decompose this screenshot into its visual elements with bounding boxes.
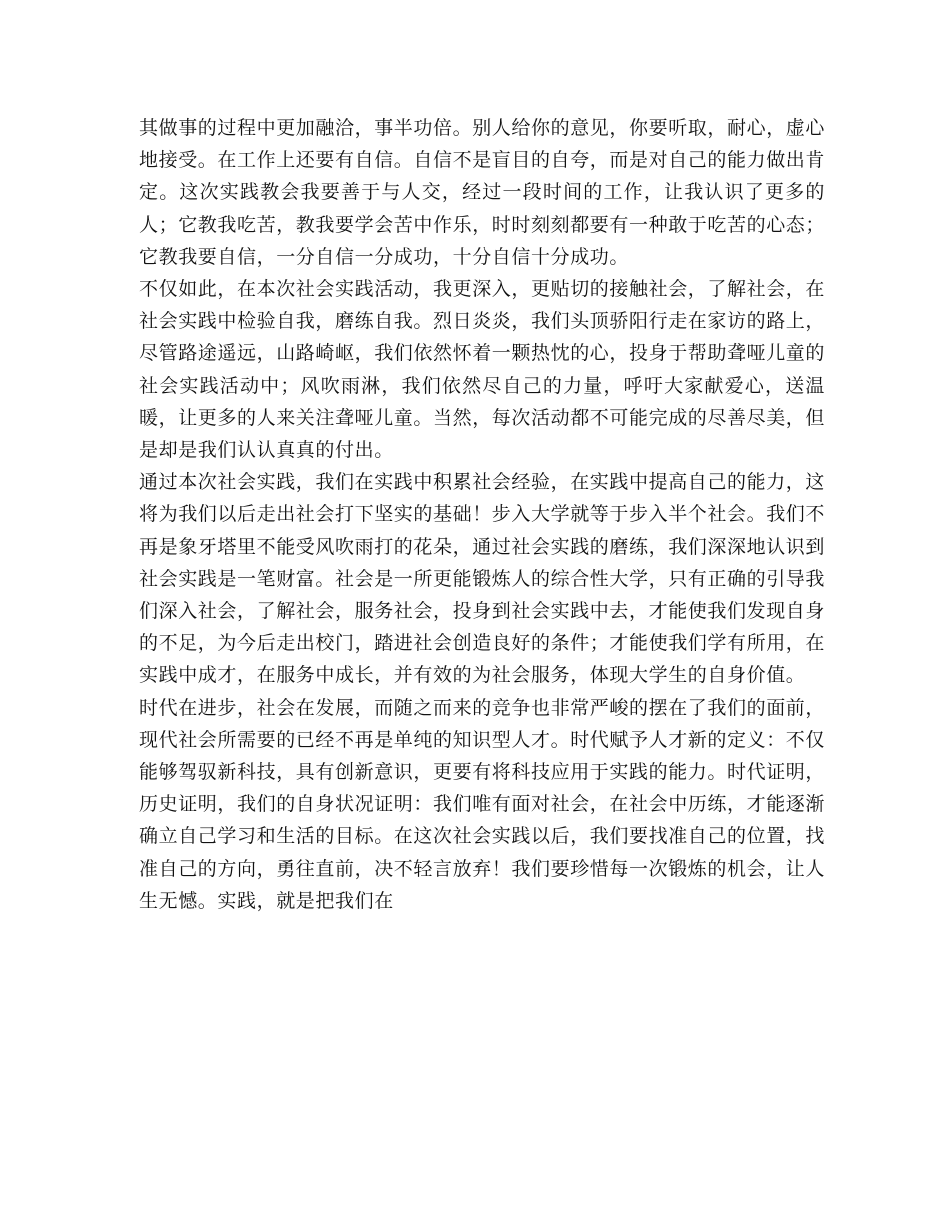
document-body — [139, 112, 825, 917]
paragraph-1: 其做事的过程中更加融洽，事半功倍。别人给你的意见，你要听取，耐心，虚心地接受。在工作上还要有自信。自信不是盲目的自夸，而是对自己的能力做出肯定。这次实践教会我要善于与人交，经过一段时间的工作，让我认识了更多的人；它教我吃苦，教我要学会苦中作乐，时时刻刻都要有一种敢于吃苦的心态；它教我要自信，一分自信一分成功，十分自信十分成功。 — [139, 117, 826, 268]
paragraph-4: 时代在进步，社会在发展，而随之而来的竞争也非常严峻的摆在了我们的面前，现代社会所需要的已经不再是单纯的知识型人才。时代赋予人才新的定义：不仅能够驾驭新科技，具有创新意识，更要有将科技应用于实践的能力。时代证明，历史证明，我们的自身状况证明：我们唯有面对社会，在社会中历练，才能逐渐确立自己学习和生活的目标。在这次社会实践以后，我们要找准自己的位置，找准自己的方向，勇往直前，决不轻言放弃！我们要珍惜每一次锻炼的机会，让人生无憾。实践，就是把我们在 — [139, 696, 826, 912]
paragraph-3: 通过本次社会实践，我们在实践中积累社会经验，在实践中提高自己的能力，这将为我们以后走出社会打下坚实的基础！步入大学就等于步入半个社会。我们不再是象牙塔里不能受风吹雨打的花朵，通过社会实践的磨练，我们深深地认识到社会实践是一笔财富。社会是一所更能锻炼人的综合性大学，只有正确的引导我们深入社会，了解社会，服务社会，投身到社会实践中去，才能使我们发现自身的不足，为今后走出校门，踏进社会创造良好的条件；才能使我们学有所用，在实践中成才，在服务中成长，并有效的为社会服务，体现大学生的自身价值。 — [139, 471, 826, 687]
paragraph-2: 不仅如此，在本次社会实践活动，我更深入，更贴切的接触社会，了解社会，在社会实践中检验自我，磨练自我。烈日炎炎，我们头顶骄阳行走在家访的路上，尽管路途遥远，山路崎岖，我们依然怀着一颗热忱的心，投身于帮助聋哑儿童的社会实践活动中；风吹雨淋，我们依然尽自己的力量，呼吁大家献爱心，送温暖，让更多的人来关注聋哑儿童。当然，每次活动都不可能完成的尽善尽美，但是却是我们认认真真的付出。 — [139, 278, 826, 462]
